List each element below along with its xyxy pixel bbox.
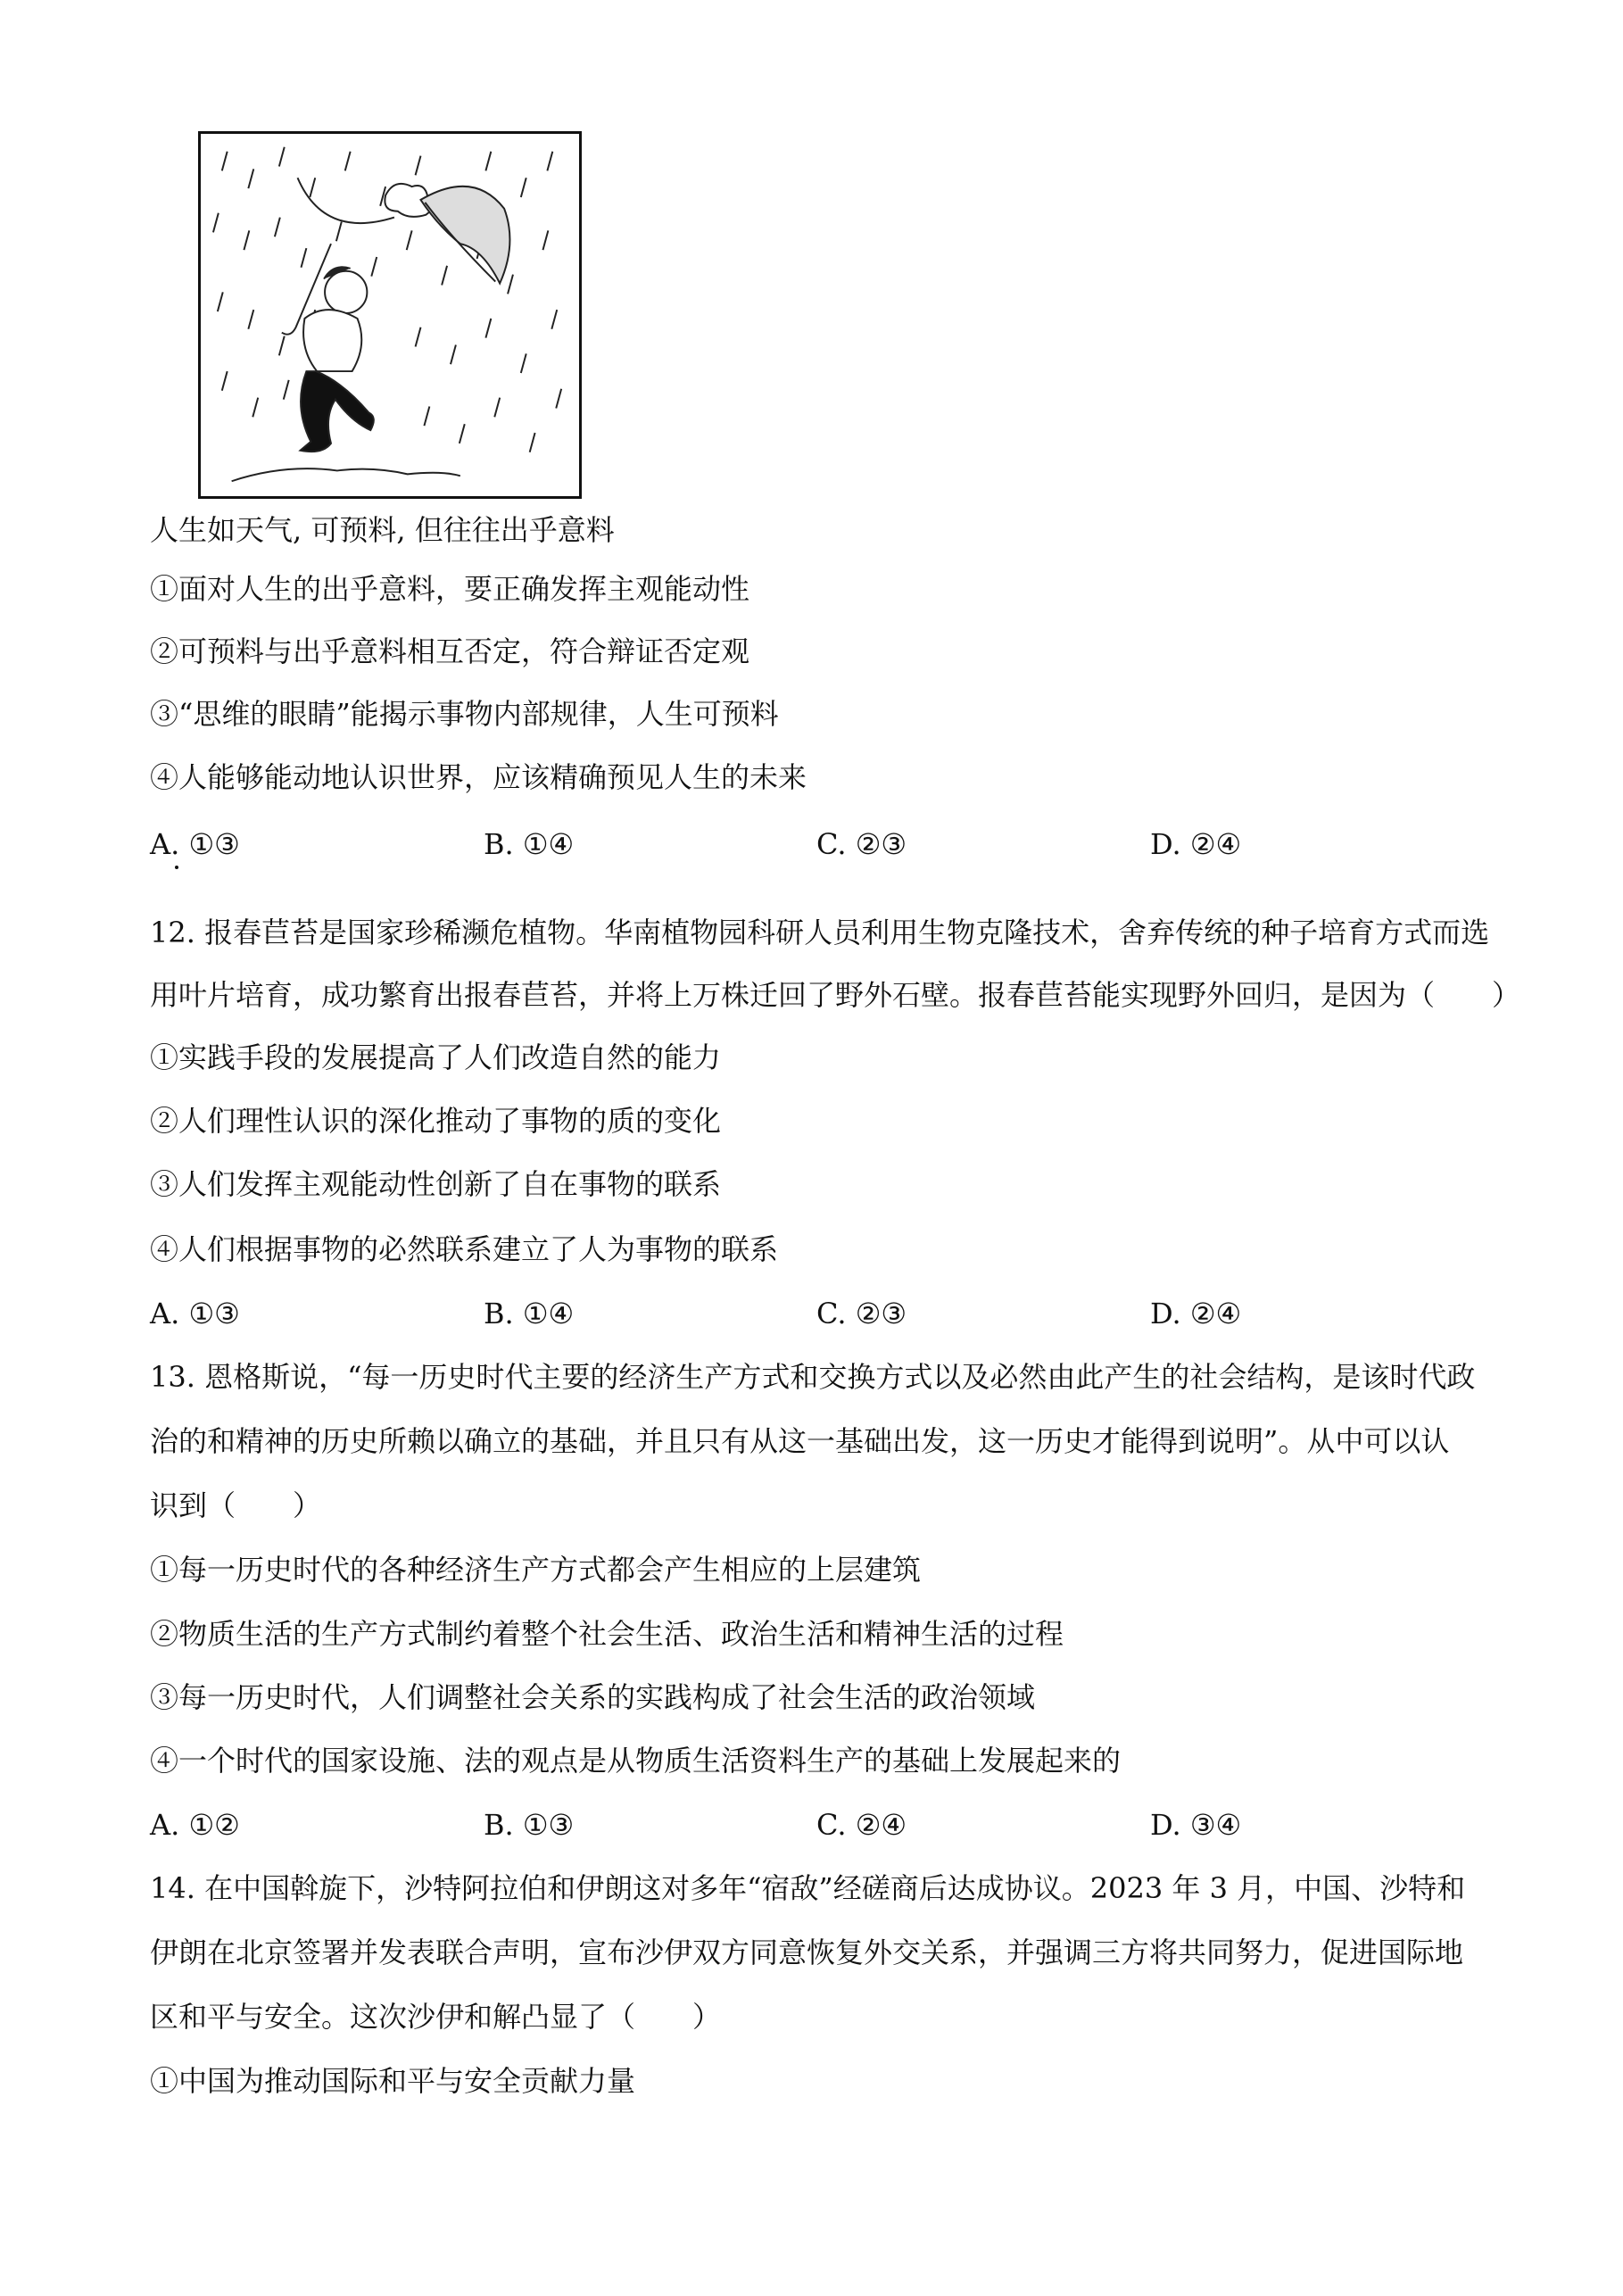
q12-item-3: ③人们发挥主观能动性创新了自在事物的联系 xyxy=(150,1167,722,1201)
q11-item-3: ③“思维的眼睛”能揭示事物内部规律，人生可预料 xyxy=(150,697,779,731)
q12-option-b[interactable]: B. ①④ xyxy=(484,1297,575,1330)
q14-stem-line-2: 伊朗在北京签署并发表联合声明，宣布沙伊双方同意恢复外交关系，并强调三方将共同努力，促进国际地 xyxy=(150,1935,1464,1969)
q13-stem-line-1: 13. 恩格斯说，“每一历史时代主要的经济生产方式和交换方式以及必然由此产生的社会结构，是该时代政 xyxy=(150,1360,1476,1394)
q13-option-c[interactable]: C. ②④ xyxy=(816,1808,907,1842)
q11-item-4: ④人能够能动地认识世界，应该精确预见人生的未来 xyxy=(150,760,807,794)
q11-caption: 人生如天气, 可预料, 但往往出乎意料 xyxy=(150,513,615,547)
q14-stem-line-1: 14. 在中国斡旋下，沙特阿拉伯和伊朗这对多年“宿敌”经磋商后达成协议。2023 年 3 月，中国、沙特和 xyxy=(150,1871,1466,1905)
q13-options xyxy=(150,1807,1506,1843)
q11-item-1: ①面对人生的出乎意料，要正确发挥主观能动性 xyxy=(150,572,750,606)
q13-option-d[interactable]: D. ③④ xyxy=(1150,1808,1242,1842)
q11-option-d[interactable]: D. ②④ xyxy=(1150,827,1242,861)
q13-stem-line-3: 识到（ ） xyxy=(150,1488,322,1522)
q13-item-4: ④一个时代的国家设施、法的观点是从物质生活资料生产的基础上发展起来的 xyxy=(150,1744,1122,1778)
q14-stem-line-3: 区和平与安全。这次沙伊和解凸显了（ ） xyxy=(150,2000,722,2034)
q13-item-1: ①每一历史时代的各种经济生产方式都会产生相应的上层建筑 xyxy=(150,1553,922,1587)
q13-option-b[interactable]: B. ①③ xyxy=(484,1808,575,1842)
q13-item-3: ③每一历史时代，人们调整社会关系的实践构成了社会生活的政治领域 xyxy=(150,1680,1036,1714)
q13-item-2: ②物质生活的生产方式制约着整个社会生活、政治生活和精神生活的过程 xyxy=(150,1617,1064,1651)
q11-item-2: ②可预料与出乎意料相互否定，符合辩证否定观 xyxy=(150,634,750,668)
q12-options xyxy=(150,1296,1506,1331)
q13-stem-line-2: 治的和精神的历史所赖以确立的基础，并且只有从这一基础出发，这一历史才能得到说明”。从中可以认 xyxy=(150,1424,1450,1458)
q11-option-b[interactable]: B. ①④ xyxy=(484,827,575,861)
q12-option-d[interactable]: D. ②④ xyxy=(1150,1297,1242,1330)
stray-dot xyxy=(175,866,178,869)
cartoon-illustration xyxy=(198,131,582,499)
q12-option-a[interactable]: A. ①③ xyxy=(150,1297,240,1330)
q12-item-2: ②人们理性认识的深化推动了事物的质的变化 xyxy=(150,1104,722,1138)
q14-item-1: ①中国为推动国际和平与安全贡献力量 xyxy=(150,2064,636,2098)
q13-option-a[interactable]: A. ①② xyxy=(150,1808,240,1842)
q12-stem-line-1: 12. 报春苣苔是国家珍稀濒危植物。华南植物园科研人员利用生物克隆技术，舍弃传统的种子培育方式而选 xyxy=(150,916,1490,949)
rain-umbrella-drawing xyxy=(201,134,579,496)
q12-item-4: ④人们根据事物的必然联系建立了人为事物的联系 xyxy=(150,1232,779,1266)
q12-stem-line-2: 用叶片培育，成功繁育出报春苣苔，并将上万株迁回了野外石壁。报春苣苔能实现野外回归，是因为（ ） xyxy=(150,978,1521,1012)
q11-options xyxy=(150,826,1506,862)
q12-item-1: ①实践手段的发展提高了人们改造自然的能力 xyxy=(150,1040,722,1074)
q11-option-c[interactable]: C. ②③ xyxy=(816,827,907,861)
q11-option-a[interactable]: A. ①③ xyxy=(150,827,240,861)
q12-option-c[interactable]: C. ②③ xyxy=(816,1297,907,1330)
